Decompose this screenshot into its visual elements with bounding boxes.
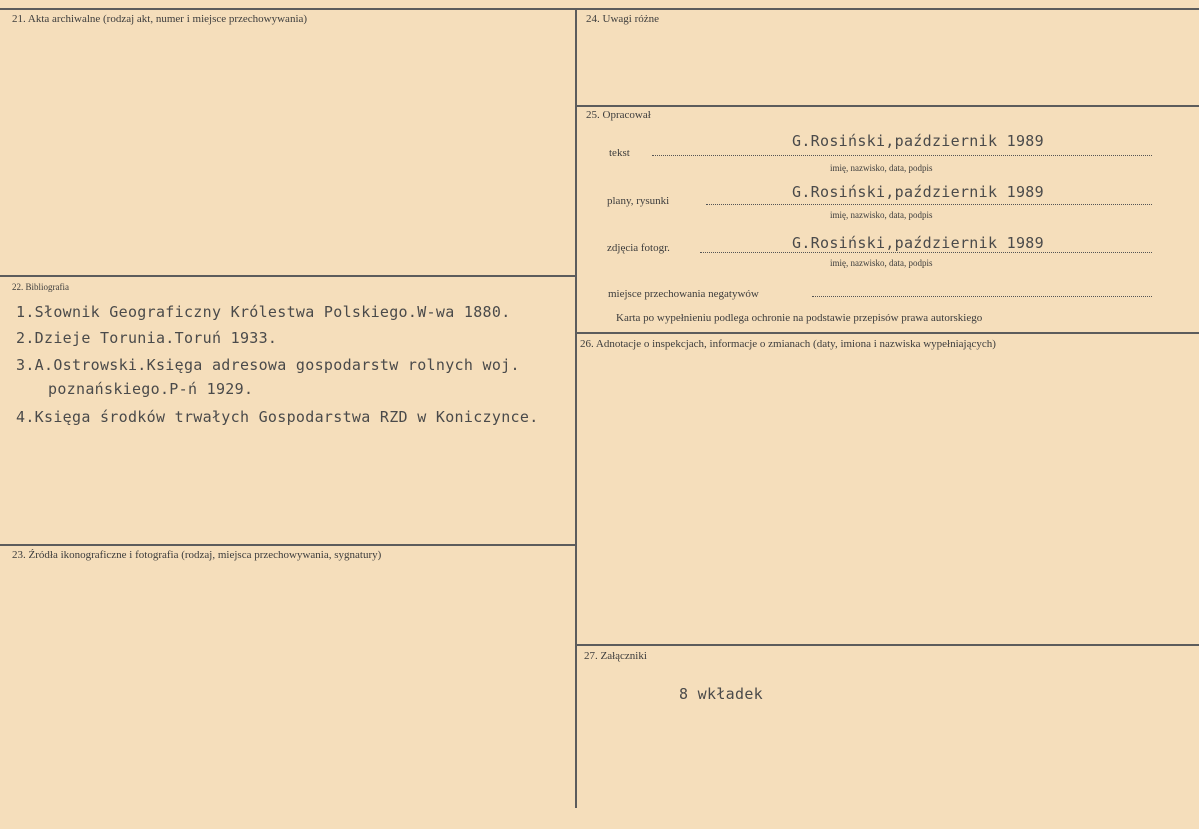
- negatives-location-label: miejsce przechowania negatywów: [608, 288, 759, 300]
- plans-author-value: G.Rosiński,październik 1989: [792, 183, 1044, 201]
- bibliography-item: 2.Dzieje Torunia.Toruń 1933.: [16, 329, 278, 347]
- bibliography-item: poznańskiego.P-ń 1929.: [48, 380, 254, 398]
- section-22-label: 22. Bibliografia: [12, 282, 69, 292]
- text-author-label: tekst: [609, 147, 630, 159]
- divider-22-23: [0, 544, 576, 546]
- negatives-location-line: [812, 296, 1152, 297]
- section-27-label: 27. Załączniki: [584, 650, 647, 662]
- text-author-value: G.Rosiński,październik 1989: [792, 132, 1044, 150]
- divider-24-25: [576, 105, 1199, 107]
- attachments-value: 8 wkładek: [679, 685, 763, 703]
- section-26-label: 26. Adnotacje o inspekcjach, informacje o zmianach (daty, imiona i nazwiska wypełniających): [580, 338, 996, 350]
- bibliography-item: 1.Słownik Geograficzny Królestwa Polskiego.W-wa 1880.: [16, 303, 511, 321]
- text-author-caption: imię, nazwisko, data, podpis: [830, 163, 933, 173]
- section-23-label: 23. Źródła ikonograficzne i fotografia (rodzaj, miejsca przechowywania, sygnatury): [12, 549, 382, 561]
- center-divider: [575, 8, 577, 808]
- plans-author-line: [706, 204, 1152, 205]
- section-21-label: 21. Akta archiwalne (rodzaj akt, numer i miejsce przechowywania): [12, 13, 308, 25]
- copyright-note: Karta po wypełnieniu podlega ochronie na podstawie przepisów prawa autorskiego: [616, 312, 983, 324]
- bibliography-item: 4.Księga środków trwałych Gospodarstwa RZD w Koniczynce.: [16, 408, 539, 426]
- bibliography-item: 3.A.Ostrowski.Księga adresowa gospodarstw rolnych woj.: [16, 356, 520, 374]
- divider-26-27: [576, 644, 1199, 646]
- photos-author-value: G.Rosiński,październik 1989: [792, 234, 1044, 252]
- photos-author-label: zdjęcia fotogr.: [607, 242, 670, 254]
- divider-21-22: [0, 275, 576, 277]
- plans-author-caption: imię, nazwisko, data, podpis: [830, 210, 933, 220]
- section-25-label: 25. Opracował: [586, 109, 651, 121]
- plans-author-label: plany, rysunki: [607, 195, 670, 207]
- photos-author-caption: imię, nazwisko, data, podpis: [830, 258, 933, 268]
- top-border: [0, 8, 1199, 10]
- divider-25-26: [576, 332, 1199, 334]
- text-author-line: [652, 155, 1152, 156]
- photos-author-line: [700, 252, 1152, 253]
- section-24-label: 24. Uwagi różne: [586, 13, 660, 25]
